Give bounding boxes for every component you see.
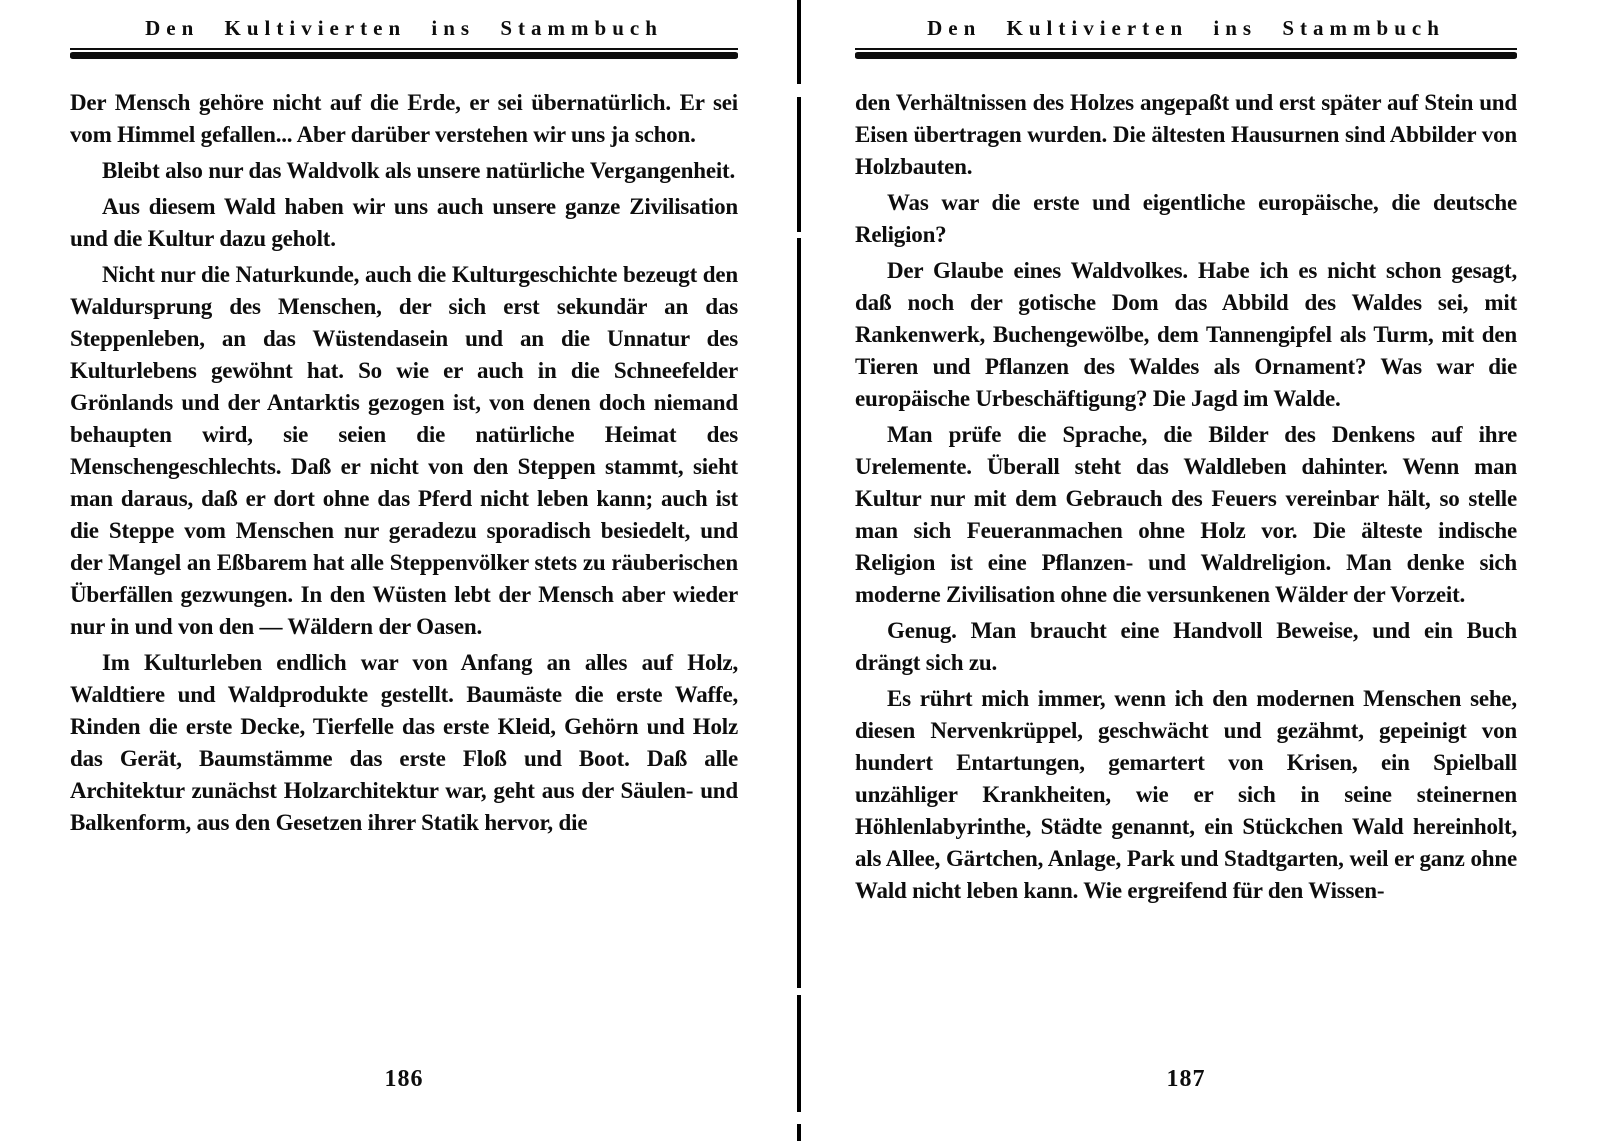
page-body-text bbox=[855, 87, 1517, 907]
header-rule bbox=[70, 48, 738, 63]
paragraph: Bleibt also nur das Waldvolk als unsere natürliche Vergangenheit. bbox=[102, 158, 736, 183]
paragraph: Aus diesem Wald haben wir uns auch unsere ganze Zivilisation und die Kultur dazu geholt. bbox=[70, 194, 738, 251]
paragraph: Der Glaube eines Waldvolkes. Habe ich es nicht schon gesagt, daß noch der gotische Dom das Abbild des Waldes sei, mit Rankenwerk, Buchengewölbe, dem Tannengipfel als Turm, mit den Tieren und Pflanzen des Waldes als Ornament? Was war die europäische Urbeschäftigung? Die Jagd im Walde. bbox=[855, 258, 1517, 411]
header-rule bbox=[855, 48, 1517, 63]
running-header: Den Kultivierten ins Stammbuch bbox=[145, 16, 663, 40]
paragraph: den Verhältnissen des Holzes angepaßt und erst später auf Stein und Eisen übertragen wurden. Die ältesten Hausurnen sind Abbilder von Holzbauten. bbox=[855, 90, 1517, 179]
paragraph: Es rührt mich immer, wenn ich den modernen Menschen sehe, diesen Nervenkrüppel, geschwächt und gezähmt, gepeinigt von hundert Entartungen, gemartert von Krisen, ein Spielball unzähliger Krankheiten, wie er sich in seine steinernen Höhlenlabyrinthe, Städte genannt, ein Stückchen Wald hereinholt, als Allee, Gärtchen, Anlage, Park und Stadtgarten, weil er ganz ohne Wald nicht leben kann. Wie ergreifend für den Wissen- bbox=[855, 686, 1517, 903]
paragraph: Genug. Man braucht eine Handvoll Beweise, und ein Buch drängt sich zu. bbox=[855, 618, 1517, 675]
paragraph: Man prüfe die Sprache, die Bilder des Denkens auf ihre Urelemente. Überall steht das Waldleben dahinter. Wenn man Kultur nur mit dem Gebrauch des Feuers vereinbar hält, so stelle man sich Feueranmachen ohne Holz vor. Die älteste indische Religion ist eine Pflanzen- und Waldreligion. Man denke sich moderne Zivilisation ohne die versunkenen Wälder der Vorzeit. bbox=[855, 422, 1517, 607]
page-number: 187 bbox=[1166, 1066, 1206, 1092]
paragraph: Im Kulturleben endlich war von Anfang an alles auf Holz, Waldtiere und Waldprodukte gestellt. Baumäste die erste Waffe, Rinden die erste Decke, Tierfelle das erste Kleid, Gehörn und Holz das Gerät, Baumstämme das erste Floß und Boot. Daß alle Architektur zunächst Holzarchitektur war, geht aus der Säulen- und Balkenform, aus den Gesetzen ihrer Statik hervor, die bbox=[70, 650, 738, 835]
page-body-text bbox=[70, 87, 738, 839]
page-number: 186 bbox=[384, 1066, 424, 1092]
book-page-left bbox=[70, 0, 738, 1141]
page-gutter-line bbox=[797, 0, 801, 1141]
running-header: Den Kultivierten ins Stammbuch bbox=[927, 16, 1445, 40]
paragraph: Der Mensch gehöre nicht auf die Erde, er sei übernatürlich. Er sei vom Himmel gefallen... Aber darüber verstehen wir uns ja schon. bbox=[70, 90, 738, 147]
book-page-right bbox=[855, 0, 1517, 1141]
paragraph: Nicht nur die Naturkunde, auch die Kulturgeschichte bezeugt den Waldursprung des Menschen, der sich erst sekundär an das Steppenleben, an das Wüstendasein und an die Unnatur des Kulturlebens gewöhnt hat. So wie er auch in die Schneefelder Grönlands und der Antarktis gezogen ist, von denen doch niemand behaupten wird, sie seien die natürliche Heimat des Menschengeschlechts. Daß er nicht von den Steppen stammt, sieht man daraus, daß er dort ohne das Pferd nicht leben kann; auch ist die Steppe vom Menschen nur geradezu sporadisch besiedelt, und der Mangel an Eßbarem hat alle Steppenvölker stets zu räuberischen Überfällen gezwungen. In den Wüsten lebt der Mensch aber wieder nur in und von den — Wäldern der Oasen. bbox=[70, 262, 738, 639]
paragraph: Was war die erste und eigentliche europäische, die deutsche Religion? bbox=[855, 190, 1517, 247]
